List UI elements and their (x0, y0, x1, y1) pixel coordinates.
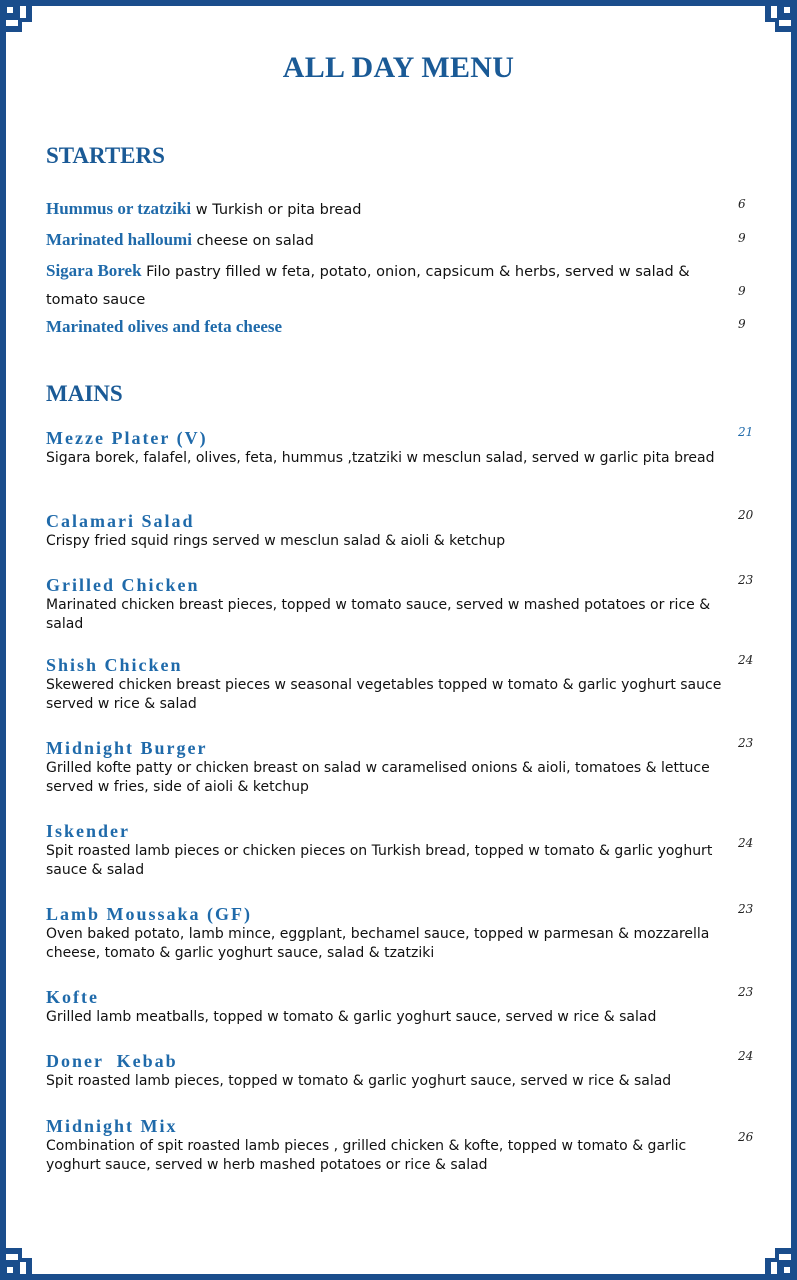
greek-key-corner-icon (0, 1244, 36, 1280)
item-price: 9 (738, 317, 746, 331)
starter-item (46, 257, 711, 314)
item-desc: Combination of spit roasted lamb pieces , grilled chicken & kofte, topped w tomato & garlic yoghurt sauce, served w herb mashed potatoes or rice & salad (46, 1138, 687, 1173)
main-item (46, 737, 726, 797)
item-desc: Spit roasted lamb pieces, topped w tomato & garlic yoghurt sauce, served w rice & salad (46, 1073, 672, 1089)
main-item (46, 427, 726, 468)
item-name: Shish Chicken (46, 655, 183, 675)
item-price: 23 (738, 902, 754, 916)
starter-item (46, 313, 726, 342)
item-name: Marinated olives and feta cheese (46, 317, 283, 336)
item-price: 24 (738, 653, 754, 667)
item-desc: Marinated chicken breast pieces, topped w tomato sauce, served w mashed potatoes or rice & salad (46, 597, 711, 632)
main-item (46, 820, 726, 880)
item-name: Doner Kebab (46, 1051, 178, 1071)
item-name: Lamb Moussaka (GF) (46, 904, 253, 924)
item-name: Midnight Burger (46, 738, 208, 758)
page-title: ALL DAY MENU (282, 51, 515, 84)
main-item (46, 1050, 726, 1091)
item-price: 24 (738, 836, 754, 850)
item-price: 20 (738, 508, 754, 522)
item-name: Marinated halloumi (46, 230, 192, 249)
main-item (46, 903, 726, 963)
main-item (46, 986, 726, 1027)
item-price: 24 (738, 1049, 754, 1063)
item-name: Mezze Plater (V) (46, 428, 208, 448)
item-desc: Crispy fried squid rings served w mesclun salad & aioli & ketchup (46, 533, 506, 549)
main-item (46, 654, 726, 714)
item-price: 21 (738, 425, 754, 439)
main-item (46, 574, 726, 634)
greek-key-corner-icon (0, 0, 36, 36)
border-right (791, 30, 797, 1250)
item-desc: Skewered chicken breast pieces w seasonal vegetables topped w tomato & garlic yoghurt sauce served w rice & salad (46, 677, 722, 712)
border-left (0, 30, 6, 1250)
item-name: Calamari Salad (46, 511, 195, 531)
main-item (46, 1115, 726, 1175)
starter-item (46, 226, 726, 255)
main-item (46, 510, 726, 551)
item-desc: cheese on salad (191, 233, 314, 249)
item-desc: Spit roasted lamb pieces or chicken pieces on Turkish bread, topped w tomato & garlic yoghurt sauce & salad (46, 843, 713, 878)
item-name: Iskender (46, 821, 131, 841)
item-desc: Grilled lamb meatballs, topped w tomato & garlic yoghurt sauce, served w rice & salad (46, 1009, 657, 1025)
item-price: 6 (738, 197, 746, 211)
section-title-mains: MAINS (46, 381, 123, 406)
item-price: 9 (738, 231, 746, 245)
item-desc: Oven baked potato, lamb mince, eggplant, bechamel sauce, topped w parmesan & mozzarella cheese, tomato & garlic yoghurt sauce, salad & tzatziki (46, 926, 710, 961)
item-desc: Filo pastry filled w feta, potato, onion, capsicum & herbs, served w salad & tomato sauce (46, 264, 690, 308)
item-name: Kofte (46, 987, 99, 1007)
item-price: 23 (738, 985, 754, 999)
item-price: 26 (738, 1130, 754, 1144)
starter-item (46, 195, 726, 224)
item-name: Hummus or tzatziki (46, 199, 192, 218)
item-price: 9 (738, 284, 746, 298)
border-top (30, 0, 767, 6)
item-name: Sigara Borek (46, 261, 142, 280)
section-title-starters: STARTERS (46, 143, 165, 168)
item-price: 23 (738, 736, 754, 750)
item-desc: Grilled kofte patty or chicken breast on salad w caramelised onions & aioli, tomatoes & lettuce served w fries, side of aioli & ketchup (46, 760, 710, 795)
item-price: 23 (738, 573, 754, 587)
item-name: Midnight Mix (46, 1116, 178, 1136)
item-desc: Sigara borek, falafel, olives, feta, hummus ,tzatziki w mesclun salad, served w garlic pita bread (46, 450, 715, 466)
greek-key-corner-icon (761, 0, 797, 36)
border-bottom (30, 1274, 767, 1280)
item-desc: w Turkish or pita bread (191, 202, 362, 218)
item-name: Grilled Chicken (46, 575, 200, 595)
greek-key-corner-icon (761, 1244, 797, 1280)
